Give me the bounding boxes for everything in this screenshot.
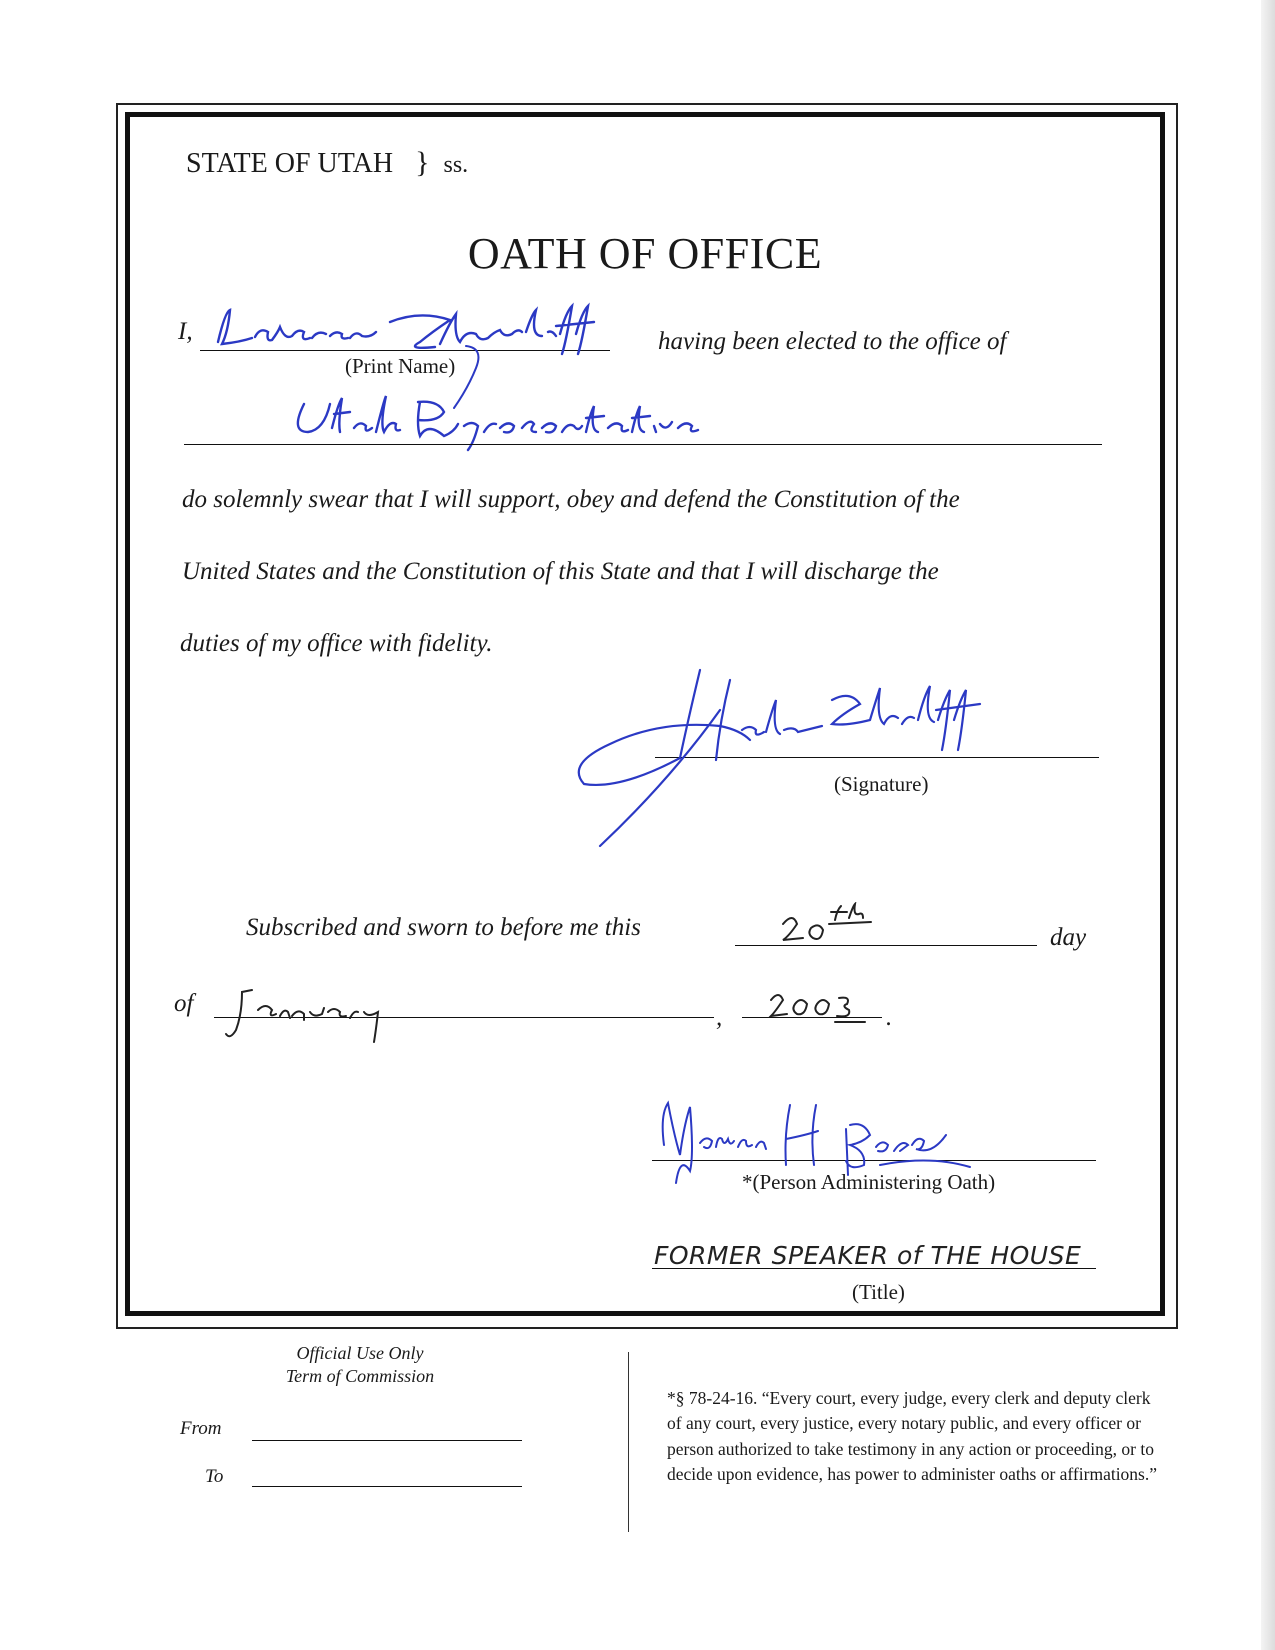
year-handwriting xyxy=(765,988,885,1028)
footer-divider xyxy=(628,1352,629,1532)
document-title: OATH OF OFFICE xyxy=(467,229,823,278)
official-use-line-2: Term of Commission xyxy=(285,1366,435,1386)
to-label: To xyxy=(205,1466,224,1487)
brace-glyph: } xyxy=(415,146,430,179)
oath-line-1: do solemnly swear that I will support, obey and defend the Constitution of the xyxy=(182,486,960,513)
of-label: of xyxy=(174,990,194,1017)
state-heading xyxy=(186,146,468,180)
from-label: From xyxy=(180,1418,222,1439)
official-use-line-1: Official Use Only xyxy=(296,1343,424,1363)
day-handwriting xyxy=(775,902,885,948)
signature-caption: (Signature) xyxy=(834,772,929,796)
month-handwriting xyxy=(218,984,418,1044)
oath-line-2: United States and the Constitution of this State and that I will discharge the xyxy=(182,558,939,585)
subscribed-text: Subscribed and sworn to before me this xyxy=(246,914,641,941)
office-handwriting xyxy=(268,392,788,452)
intro-prefix: I, xyxy=(178,318,193,345)
statute-footnote: *§ 78-24-16. “Every court, every judge, every clerk and deputy clerk of any court, every justice, every notary public, and every officer or person authorized to take testimony in any action or proceeding, or to decide upon evidence, has power to administer oaths or affirmations.” xyxy=(667,1388,1158,1485)
day-label: day xyxy=(1050,924,1087,951)
state-label: STATE OF UTAH xyxy=(186,148,394,179)
ss-label: ss. xyxy=(443,152,469,178)
to-line xyxy=(252,1486,522,1487)
office-line xyxy=(184,444,1102,445)
from-line xyxy=(252,1440,522,1441)
title-handwriting xyxy=(652,1230,1102,1274)
title-handwriting-text: FORMER SPEAKER of THE HOUSE xyxy=(654,1241,1082,1270)
period: . xyxy=(886,1004,893,1031)
print-name-handwriting xyxy=(200,292,620,362)
administering-caption: *(Person Administering Oath) xyxy=(742,1170,996,1194)
elected-text: having been elected to the office of xyxy=(658,328,1007,355)
title-caption: (Title) xyxy=(852,1280,905,1304)
print-name-caption: (Print Name) xyxy=(345,354,456,378)
oath-taker-signature xyxy=(570,660,1050,860)
comma: , xyxy=(716,1004,723,1031)
oath-line-3: duties of my office with fidelity. xyxy=(180,630,493,657)
